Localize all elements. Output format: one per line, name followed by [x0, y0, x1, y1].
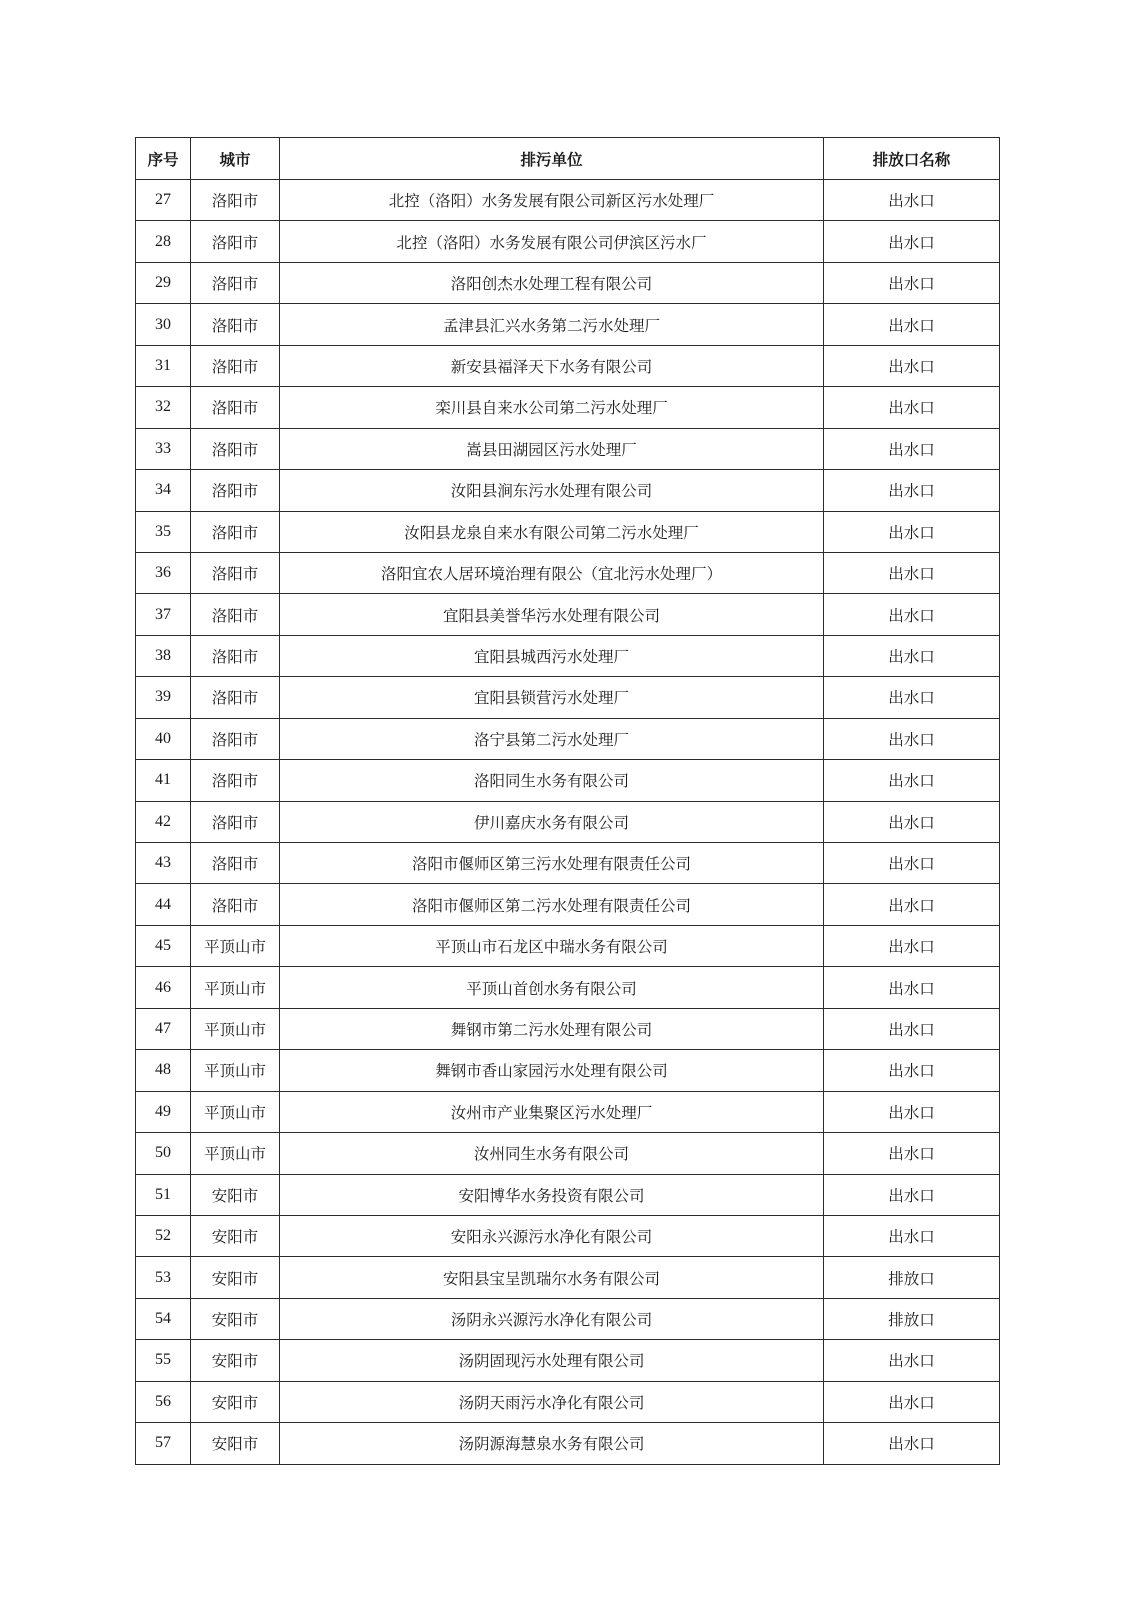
cell-serial-number: 56 [136, 1381, 191, 1422]
cell-serial-number: 27 [136, 180, 191, 221]
table-row [136, 843, 1000, 884]
cell-discharge-unit: 洛阳创杰水处理工程有限公司 [280, 262, 824, 303]
cell-city: 洛阳市 [191, 552, 280, 593]
cell-discharge-unit: 洛阳宜农人居环境治理有限公（宜北污水处理厂） [280, 552, 824, 593]
cell-serial-number: 42 [136, 801, 191, 842]
cell-outlet-name: 出水口 [824, 304, 1000, 345]
table-row [136, 345, 1000, 386]
table-row [136, 677, 1000, 718]
cell-outlet-name: 出水口 [824, 1423, 1000, 1464]
cell-outlet-name: 出水口 [824, 428, 1000, 469]
cell-outlet-name: 排放口 [824, 1257, 1000, 1298]
cell-city: 平顶山市 [191, 967, 280, 1008]
cell-serial-number: 49 [136, 1091, 191, 1132]
cell-outlet-name: 出水口 [824, 180, 1000, 221]
table-row [136, 428, 1000, 469]
cell-discharge-unit: 栾川县自来水公司第二污水处理厂 [280, 387, 824, 428]
cell-serial-number: 41 [136, 760, 191, 801]
cell-city: 洛阳市 [191, 387, 280, 428]
cell-serial-number: 50 [136, 1133, 191, 1174]
cell-discharge-unit: 汤阴天雨污水净化有限公司 [280, 1381, 824, 1422]
cell-serial-number: 52 [136, 1215, 191, 1256]
cell-city: 洛阳市 [191, 262, 280, 303]
table-header [136, 138, 1000, 180]
table-header-row [136, 138, 1000, 180]
cell-outlet-name: 出水口 [824, 718, 1000, 759]
table-row [136, 594, 1000, 635]
cell-discharge-unit: 宜阳县锁营污水处理厂 [280, 677, 824, 718]
cell-city: 洛阳市 [191, 884, 280, 925]
cell-serial-number: 40 [136, 718, 191, 759]
cell-outlet-name: 出水口 [824, 1215, 1000, 1256]
cell-outlet-name: 出水口 [824, 345, 1000, 386]
cell-discharge-unit: 孟津县汇兴水务第二污水处理厂 [280, 304, 824, 345]
cell-serial-number: 30 [136, 304, 191, 345]
cell-serial-number: 54 [136, 1298, 191, 1339]
cell-city: 平顶山市 [191, 1008, 280, 1049]
cell-city: 洛阳市 [191, 428, 280, 469]
cell-city: 平顶山市 [191, 925, 280, 966]
cell-discharge-unit: 新安县福泽天下水务有限公司 [280, 345, 824, 386]
cell-city: 洛阳市 [191, 304, 280, 345]
cell-outlet-name: 出水口 [824, 1091, 1000, 1132]
cell-serial-number: 31 [136, 345, 191, 386]
cell-discharge-unit: 洛阳市偃师区第三污水处理有限责任公司 [280, 843, 824, 884]
table-row [136, 718, 1000, 759]
cell-outlet-name: 出水口 [824, 387, 1000, 428]
cell-serial-number: 37 [136, 594, 191, 635]
cell-discharge-unit: 汝州同生水务有限公司 [280, 1133, 824, 1174]
table-row [136, 1174, 1000, 1215]
table-row [136, 1423, 1000, 1464]
table-row [136, 1050, 1000, 1091]
cell-outlet-name: 出水口 [824, 511, 1000, 552]
cell-discharge-unit: 汝阳县龙泉自来水有限公司第二污水处理厂 [280, 511, 824, 552]
cell-outlet-name: 出水口 [824, 635, 1000, 676]
cell-city: 安阳市 [191, 1174, 280, 1215]
cell-city: 平顶山市 [191, 1091, 280, 1132]
table-row [136, 1381, 1000, 1422]
cell-outlet-name: 出水口 [824, 760, 1000, 801]
table-row [136, 884, 1000, 925]
cell-city: 安阳市 [191, 1257, 280, 1298]
cell-city: 洛阳市 [191, 718, 280, 759]
cell-city: 洛阳市 [191, 470, 280, 511]
cell-serial-number: 51 [136, 1174, 191, 1215]
cell-discharge-unit: 宜阳县美誉华污水处理有限公司 [280, 594, 824, 635]
cell-outlet-name: 出水口 [824, 843, 1000, 884]
cell-city: 安阳市 [191, 1215, 280, 1256]
cell-discharge-unit: 汝州市产业集聚区污水处理厂 [280, 1091, 824, 1132]
cell-discharge-unit: 舞钢市第二污水处理有限公司 [280, 1008, 824, 1049]
table-row [136, 511, 1000, 552]
table-body [136, 180, 1000, 1465]
cell-outlet-name: 出水口 [824, 677, 1000, 718]
table-row [136, 304, 1000, 345]
cell-discharge-unit: 宜阳县城西污水处理厂 [280, 635, 824, 676]
cell-serial-number: 53 [136, 1257, 191, 1298]
cell-outlet-name: 出水口 [824, 884, 1000, 925]
cell-discharge-unit: 安阳县宝呈凯瑞尔水务有限公司 [280, 1257, 824, 1298]
cell-discharge-unit: 嵩县田湖园区污水处理厂 [280, 428, 824, 469]
table-row [136, 1257, 1000, 1298]
cell-discharge-unit: 安阳博华水务投资有限公司 [280, 1174, 824, 1215]
cell-city: 洛阳市 [191, 801, 280, 842]
cell-discharge-unit: 汤阴固现污水处理有限公司 [280, 1340, 824, 1381]
cell-serial-number: 46 [136, 967, 191, 1008]
table-row [136, 1133, 1000, 1174]
cell-city: 洛阳市 [191, 635, 280, 676]
cell-serial-number: 29 [136, 262, 191, 303]
cell-serial-number: 36 [136, 552, 191, 593]
cell-discharge-unit: 安阳永兴源污水净化有限公司 [280, 1215, 824, 1256]
cell-discharge-unit: 北控（洛阳）水务发展有限公司新区污水处理厂 [280, 180, 824, 221]
table-row [136, 1008, 1000, 1049]
header-serial-number: 序号 [136, 138, 191, 180]
table-row [136, 262, 1000, 303]
cell-outlet-name: 出水口 [824, 925, 1000, 966]
cell-discharge-unit: 汤阴永兴源污水净化有限公司 [280, 1298, 824, 1339]
cell-outlet-name: 出水口 [824, 221, 1000, 262]
cell-outlet-name: 出水口 [824, 1340, 1000, 1381]
cell-city: 洛阳市 [191, 511, 280, 552]
cell-serial-number: 28 [136, 221, 191, 262]
cell-city: 洛阳市 [191, 180, 280, 221]
cell-outlet-name: 出水口 [824, 552, 1000, 593]
cell-city: 洛阳市 [191, 760, 280, 801]
header-outlet-name: 排放口名称 [824, 138, 1000, 180]
cell-city: 安阳市 [191, 1423, 280, 1464]
cell-outlet-name: 出水口 [824, 967, 1000, 1008]
table-row [136, 635, 1000, 676]
cell-discharge-unit: 洛宁县第二污水处理厂 [280, 718, 824, 759]
cell-city: 洛阳市 [191, 221, 280, 262]
cell-serial-number: 38 [136, 635, 191, 676]
table-row [136, 1091, 1000, 1132]
cell-serial-number: 47 [136, 1008, 191, 1049]
cell-serial-number: 33 [136, 428, 191, 469]
cell-outlet-name: 出水口 [824, 594, 1000, 635]
cell-discharge-unit: 洛阳市偃师区第二污水处理有限责任公司 [280, 884, 824, 925]
table-row [136, 221, 1000, 262]
cell-discharge-unit: 平顶山市石龙区中瑞水务有限公司 [280, 925, 824, 966]
table-row [136, 1215, 1000, 1256]
cell-serial-number: 39 [136, 677, 191, 718]
cell-outlet-name: 出水口 [824, 1381, 1000, 1422]
cell-city: 洛阳市 [191, 345, 280, 386]
cell-serial-number: 32 [136, 387, 191, 428]
cell-outlet-name: 出水口 [824, 1008, 1000, 1049]
cell-outlet-name: 出水口 [824, 1133, 1000, 1174]
table-row [136, 801, 1000, 842]
cell-serial-number: 55 [136, 1340, 191, 1381]
table-row [136, 1340, 1000, 1381]
cell-serial-number: 34 [136, 470, 191, 511]
cell-outlet-name: 排放口 [824, 1298, 1000, 1339]
cell-city: 洛阳市 [191, 677, 280, 718]
cell-city: 洛阳市 [191, 594, 280, 635]
cell-outlet-name: 出水口 [824, 262, 1000, 303]
cell-discharge-unit: 洛阳同生水务有限公司 [280, 760, 824, 801]
table-row [136, 180, 1000, 221]
cell-serial-number: 43 [136, 843, 191, 884]
table-row [136, 1298, 1000, 1339]
table-row [136, 967, 1000, 1008]
cell-serial-number: 57 [136, 1423, 191, 1464]
cell-discharge-unit: 北控（洛阳）水务发展有限公司伊滨区污水厂 [280, 221, 824, 262]
cell-city: 洛阳市 [191, 843, 280, 884]
table-row [136, 470, 1000, 511]
cell-discharge-unit: 伊川嘉庆水务有限公司 [280, 801, 824, 842]
table-row [136, 387, 1000, 428]
cell-discharge-unit: 汝阳县涧东污水处理有限公司 [280, 470, 824, 511]
cell-serial-number: 35 [136, 511, 191, 552]
cell-outlet-name: 出水口 [824, 1050, 1000, 1091]
table-row [136, 925, 1000, 966]
header-discharge-unit: 排污单位 [280, 138, 824, 180]
cell-serial-number: 44 [136, 884, 191, 925]
cell-city: 平顶山市 [191, 1133, 280, 1174]
table-row [136, 552, 1000, 593]
cell-serial-number: 48 [136, 1050, 191, 1091]
header-city: 城市 [191, 138, 280, 180]
cell-city: 安阳市 [191, 1340, 280, 1381]
cell-outlet-name: 出水口 [824, 801, 1000, 842]
cell-city: 平顶山市 [191, 1050, 280, 1091]
cell-outlet-name: 出水口 [824, 1174, 1000, 1215]
cell-discharge-unit: 平顶山首创水务有限公司 [280, 967, 824, 1008]
table-row [136, 760, 1000, 801]
cell-discharge-unit: 汤阴源海慧泉水务有限公司 [280, 1423, 824, 1464]
cell-serial-number: 45 [136, 925, 191, 966]
cell-outlet-name: 出水口 [824, 470, 1000, 511]
cell-city: 安阳市 [191, 1381, 280, 1422]
cell-discharge-unit: 舞钢市香山家园污水处理有限公司 [280, 1050, 824, 1091]
cell-city: 安阳市 [191, 1298, 280, 1339]
discharge-outlet-table [135, 137, 1000, 1465]
